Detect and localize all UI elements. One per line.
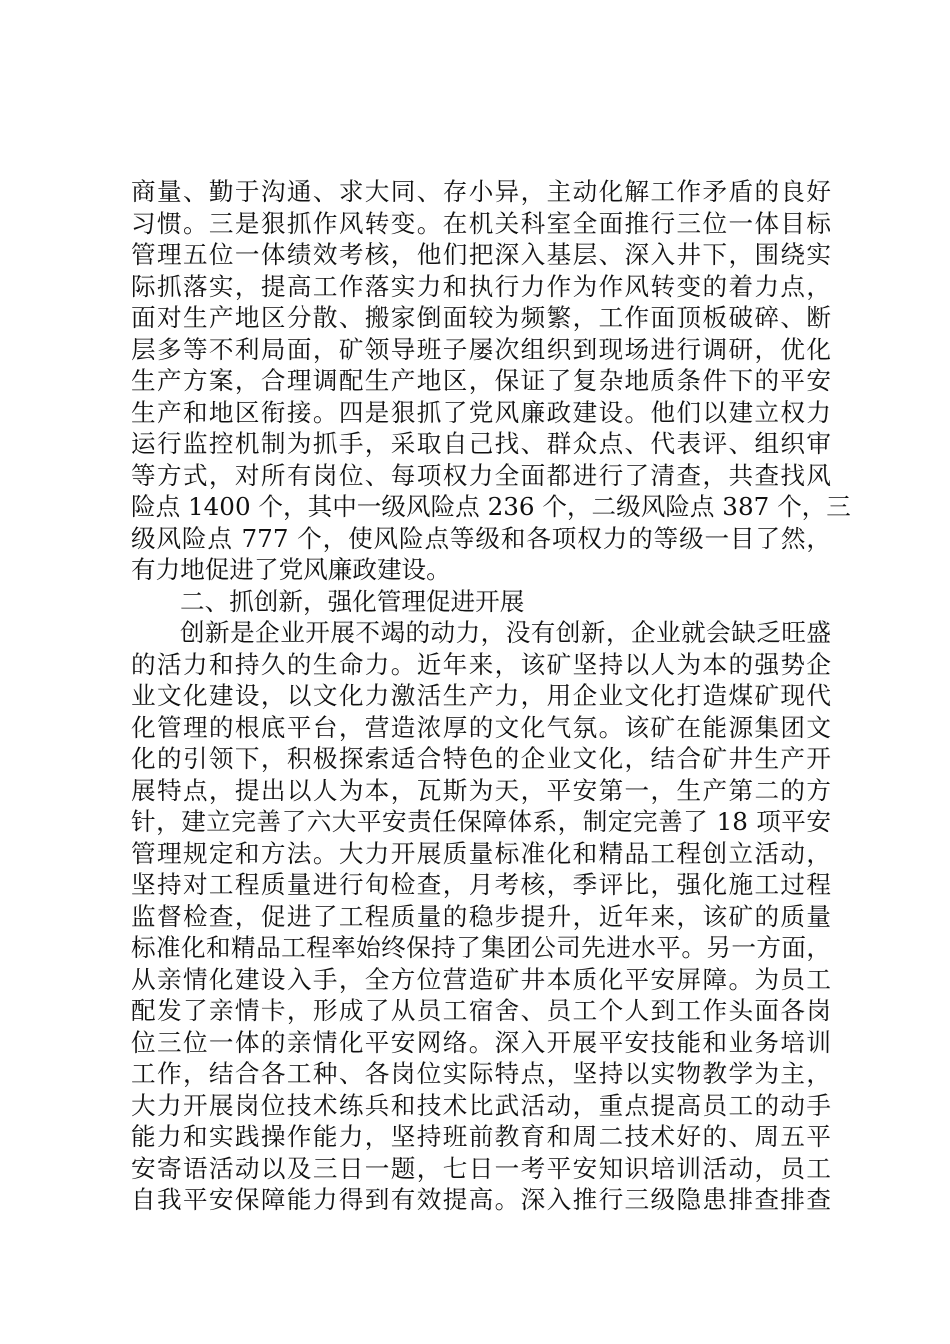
text-line: 生产和地区衔接。四是狠抓了党风廉政建设。他们以建立权力 <box>131 397 831 427</box>
text-line: 的活力和持久的生命力。近年来，该矿坚持以人为本的强势企 <box>131 649 831 679</box>
section-heading: 二、抓创新，强化管理促进开展 <box>180 586 525 616</box>
text-line: 等方式，对所有岗位、每项权力全面都进行了清查，共查找风 <box>131 460 831 490</box>
text-line: 自我平安保障能力得到有效提高。深入推行三级隐患排查排查 <box>131 1185 831 1214</box>
text-line: 从亲情化建设入手，全方位营造矿井本质化平安屏障。为员工 <box>131 964 831 994</box>
text-line: 展特点，提出以人为本，瓦斯为天，平安第一，生产第二的方 <box>131 775 831 805</box>
text-line: 工作，结合各工种、各岗位实际特点，坚持以实物教学为主， <box>131 1059 831 1088</box>
text-line: 险点 1400 个，其中一级风险点 236 个，二级风险点 387 个，三 <box>131 492 851 521</box>
text-line: 管理规定和方法。大力开展质量标准化和精品工程创立活动， <box>131 838 831 868</box>
text-line: 运行监控机制为抓手，采取自己找、群众点、代表评、组织审 <box>131 429 831 458</box>
text-line: 坚持对工程质量进行旬检查，月考核，季评比，强化施工过程 <box>131 870 831 899</box>
text-line: 商量、勤于沟通、求大同、存小异，主动化解工作矛盾的良好 <box>131 177 831 206</box>
text-line: 际抓落实，提高工作落实力和执行力作为作风转变的着力点， <box>131 271 831 301</box>
text-line: 级风险点 777 个，使风险点等级和各项权力的等级一目了然， <box>131 523 831 553</box>
text-line: 监督检查，促进了工程质量的稳步提升，近年来，该矿的质量 <box>131 901 831 931</box>
text-line: 层多等不利局面，矿领导班子屡次组织到现场进行调研，优化 <box>131 334 831 364</box>
text-line: 面对生产地区分散、搬家倒面较为频繁，工作面顶板破碎、断 <box>131 303 831 332</box>
text-line: 创新是企业开展不竭的动力，没有创新，企业就会缺乏旺盛 <box>180 618 831 647</box>
text-line: 安寄语活动以及三日一题，七日一考平安知识培训活动，员工 <box>131 1153 831 1183</box>
text-line: 标准化和精品工程率始终保持了集团公司先进水平。另一方面， <box>131 933 831 962</box>
text-line: 能力和实践操作能力，坚持班前教育和周二技术好的、周五平 <box>131 1122 831 1151</box>
text-line: 习惯。三是狠抓作风转变。在机关科室全面推行三位一体目标 <box>131 208 831 238</box>
text-line: 化管理的根底平台，营造浓厚的文化气氛。该矿在能源集团文 <box>131 712 831 742</box>
text-line: 管理五位一体绩效考核，他们把深入基层、深入井下，围绕实 <box>131 240 831 269</box>
text-line: 生产方案，合理调配生产地区，保证了复杂地质条件下的平安 <box>131 366 831 395</box>
text-line: 针，建立完善了六大平安责任保障体系，制定完善了 18 项平安 <box>131 807 831 836</box>
text-line: 配发了亲情卡，形成了从员工宿舍、员工个人到工作头面各岗 <box>131 996 831 1025</box>
text-line: 有力地促进了党风廉政建设。 <box>131 555 451 584</box>
text-line: 位三位一体的亲情化平安网络。深入开展平安技能和业务培训 <box>131 1027 831 1057</box>
document-body <box>131 176 851 1216</box>
text-line: 业文化建设，以文化力激活生产力，用企业文化打造煤矿现代 <box>131 681 831 710</box>
text-line: 大力开展岗位技术练兵和技术比武活动，重点提高员工的动手 <box>131 1090 831 1120</box>
text-line: 化的引领下，积极探索适合特色的企业文化，结合矿井生产开 <box>131 744 831 773</box>
